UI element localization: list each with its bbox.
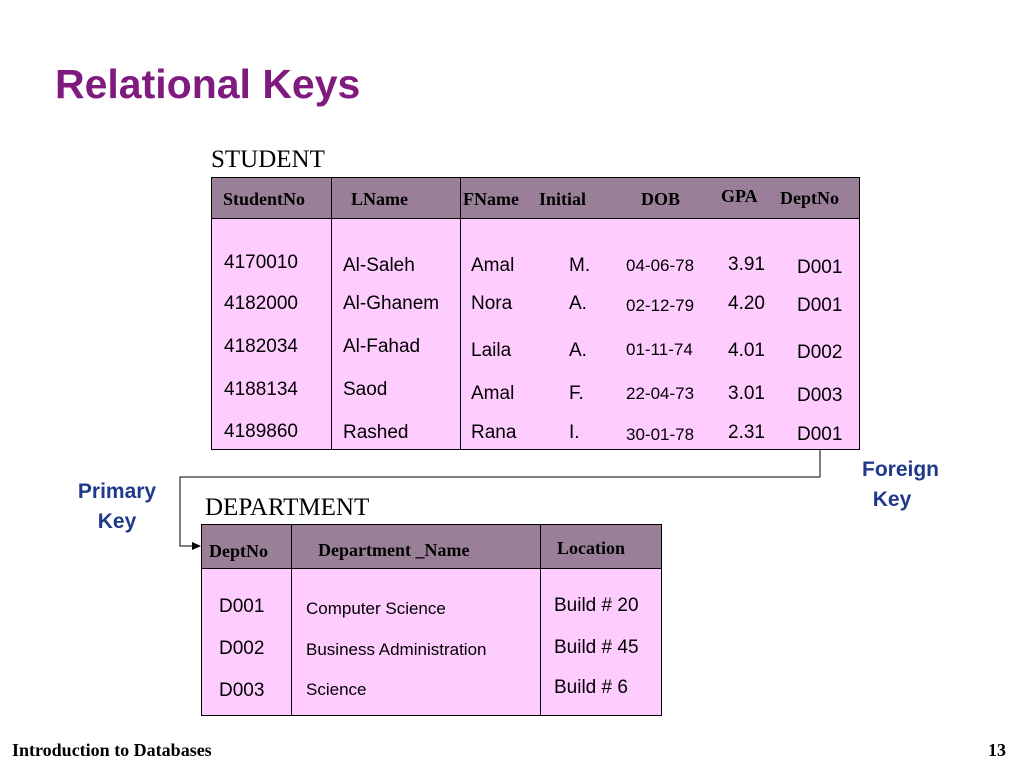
student-cell: 02-12-79 <box>626 296 695 315</box>
department-col-deptno: DeptNo <box>209 541 268 561</box>
department-cell: D001 <box>219 596 265 617</box>
student-cell: I. <box>569 422 580 443</box>
student-cell: 04-06-78 <box>626 256 695 275</box>
student-cell: 3.01 <box>728 383 765 404</box>
department-caption: DEPARTMENT <box>205 494 370 521</box>
student-cell: M. <box>569 255 591 276</box>
department-cell: Science <box>306 680 367 699</box>
footer-course-title: Introduction to Databases <box>12 740 212 760</box>
student-cell: A. <box>569 293 587 314</box>
student-col-gpa: GPA <box>721 186 758 206</box>
department-cell: Build # 6 <box>554 677 628 698</box>
foreign-key-label-line: Key <box>872 488 912 511</box>
student-cell: 4.20 <box>728 293 765 314</box>
slide-title: Relational Keys <box>55 61 361 107</box>
department-cell: Computer Science <box>306 599 446 618</box>
department-col-location: Location <box>557 538 626 558</box>
department-cell: D002 <box>219 638 265 659</box>
student-col-initial: Initial <box>539 189 587 209</box>
primary-key-label-line: Key <box>97 510 137 533</box>
student-cell: 4.01 <box>728 340 765 361</box>
student-cell: 2.31 <box>728 422 765 443</box>
student-col-lname: LName <box>351 189 408 209</box>
primary-key-label-line: Primary <box>77 480 157 503</box>
student-cell: 4182000 <box>224 293 298 314</box>
department-col-name: Department _Name <box>318 540 470 560</box>
student-cell: 4189860 <box>224 421 298 442</box>
department-column-divider <box>540 524 541 716</box>
student-cell: D002 <box>797 342 843 363</box>
student-cell: D003 <box>797 385 843 406</box>
student-cell: A. <box>569 340 587 361</box>
student-cell: 3.91 <box>728 254 765 275</box>
student-col-deptno: DeptNo <box>780 188 839 208</box>
student-cell: Nora <box>471 293 513 314</box>
student-caption: STUDENT <box>211 146 325 173</box>
student-cell: Laila <box>471 340 512 361</box>
student-cell: D001 <box>797 257 843 278</box>
student-cell: Saod <box>343 379 388 400</box>
student-cell: Rana <box>471 422 517 443</box>
arrowhead-icon <box>192 542 201 550</box>
department-cell: D003 <box>219 680 265 701</box>
foreign-key-label-line: Foreign <box>862 458 939 481</box>
student-cell: 01-11-74 <box>626 340 693 359</box>
department-column-divider <box>291 524 292 716</box>
student-cell: Al-Ghanem <box>343 293 440 314</box>
department-cell: Build # 45 <box>554 637 639 658</box>
student-cell: Amal <box>471 383 515 404</box>
student-cell: 4170010 <box>224 252 298 273</box>
student-cell: Amal <box>471 255 515 276</box>
department-cell: Build # 20 <box>554 595 639 616</box>
student-cell: Rashed <box>343 422 409 443</box>
student-cell: 4188134 <box>224 379 298 400</box>
student-cell: D001 <box>797 424 843 445</box>
department-cell: Business Administration <box>306 640 487 659</box>
student-cell: Al-Fahad <box>343 336 421 357</box>
student-col-fname: FName <box>463 189 519 209</box>
student-cell: 22-04-73 <box>626 384 695 403</box>
student-col-studentno: StudentNo <box>223 189 306 209</box>
student-cell: 30-01-78 <box>626 425 695 444</box>
student-col-dob: DOB <box>641 189 681 209</box>
foreign-key-label <box>862 455 939 515</box>
student-cell: 4182034 <box>224 336 298 357</box>
student-cell: F. <box>569 383 584 404</box>
primary-key-label <box>67 477 167 537</box>
student-cell: D001 <box>797 295 843 316</box>
student-cell: Al-Saleh <box>343 255 415 276</box>
page-number: 13 <box>988 740 1006 760</box>
